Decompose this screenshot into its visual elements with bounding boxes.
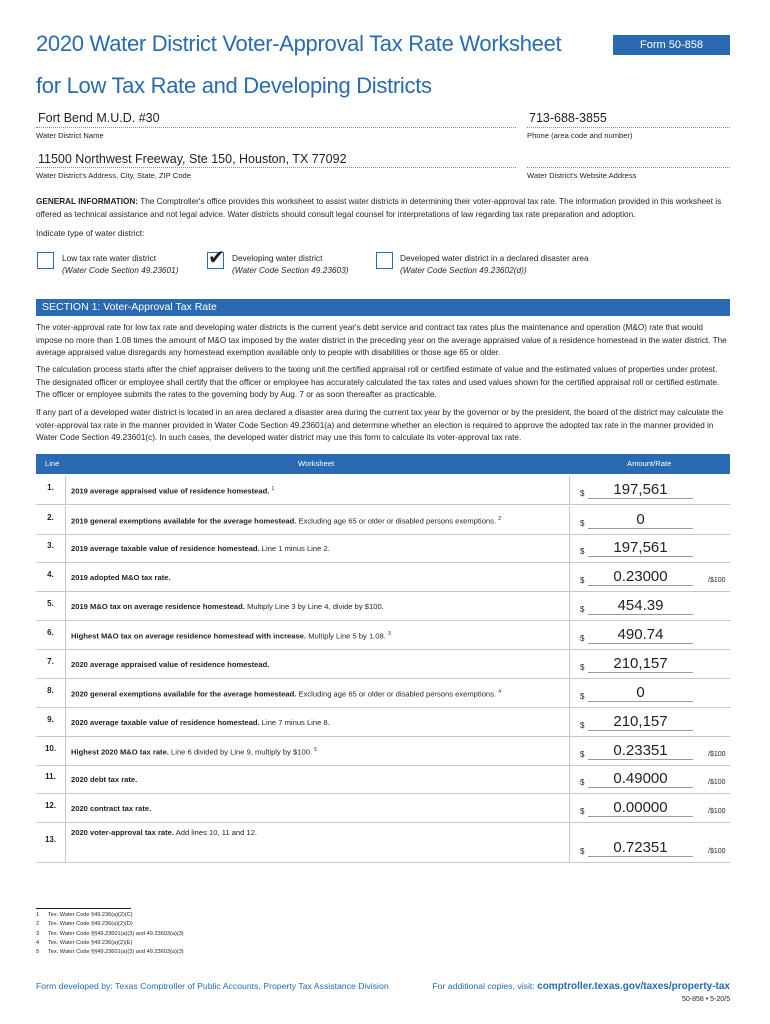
amount-underline [588, 643, 693, 644]
line-number: 6. [36, 621, 66, 649]
footnote-ref: 1 [271, 486, 275, 492]
table-row [36, 535, 730, 563]
form-revision-code: 50-858 • 5-20/5 [682, 996, 730, 1003]
line-number: 5. [36, 592, 66, 620]
currency-symbol: $ [580, 778, 585, 787]
website-line [527, 167, 730, 168]
form-title: 2020 Water District Voter-Approval Tax Rate Worksheet [36, 31, 562, 56]
amount-cell [569, 563, 730, 591]
form-subtitle: for Low Tax Rate and Developing Districts [36, 73, 432, 98]
line-description: 2020 general exemptions available for the average homestead. Excluding age 65 or older or disabled persons exemptions. $^4$ [71, 689, 501, 699]
section-1-paragraph-2: The calculation process starts after the chief appraiser delivers to the taxing unit the certified appraisal roll or certified estimate of value and the estimated values of properties under protest. The designated officer or employee shall certify that the officer or employee has accurately calculated the tax rates and used values shown for the certified appraisal roll or certified estimate. The officer or employee submits the rates to the governing body by Aug. 7 or as soon thereafter as practicable. [36, 365, 720, 400]
amount-value[interactable]: 454.39 [617, 597, 664, 614]
amount-cell [569, 708, 730, 736]
amount-value[interactable]: 210,157 [613, 713, 668, 730]
line-description: 2019 M&O tax on average residence homestead. Multiply Line 3 by Line 4, divide by $100. [71, 602, 384, 611]
phone-label: Phone (area code and number) [527, 131, 633, 140]
line-number: 13. [36, 823, 66, 862]
general-info-heading: GENERAL INFORMATION: [36, 197, 139, 206]
table-row [36, 650, 730, 679]
general-info-text: The Comptroller's office provides this worksheet to assist water districts in determining their voter-approval tax rate. The information provided in this worksheet is offered as technical assistance and not legal advice. Water districts should consult legal counsel for interpretations of law regarding tax rate preparation and adoption. [36, 197, 722, 219]
currency-symbol: $ [580, 547, 585, 556]
amount-value[interactable]: 0 [636, 511, 645, 528]
line-number: 4. [36, 563, 66, 591]
currency-symbol: $ [580, 489, 585, 498]
line-description: 2020 average appraised value of residence homestead. [71, 660, 270, 669]
line-description: 2020 debt tax rate. [71, 775, 138, 784]
amount-value[interactable]: 210,157 [613, 655, 668, 672]
currency-symbol: $ [580, 750, 585, 759]
line-description: 2019 average appraised value of residence homestead. $^1$ [71, 486, 275, 496]
table-row [36, 766, 730, 794]
table-header [36, 454, 730, 474]
line-number: 11. [36, 766, 66, 793]
amount-underline [588, 730, 693, 731]
amount-value[interactable]: 0 [636, 684, 645, 701]
section-1-paragraph-1: The voter-approval rate for low tax rate and developing water districts is the current year's debt service and contract tax rates plus the maintenance and operation (M&O) rate that would impose no more than 1.08 times the amount of M&O tax imposed by the water district in the preceding year on the average appraised value of a residence homestead in the water district. The average appraised value disregards any homestead exemption available only to people with disabilities or those age 65 or older. [36, 323, 727, 358]
footer-credit: Form developed by: Texas Comptroller of Public Accounts, Property Tax Assistance Division [36, 981, 389, 991]
amount-cell [569, 592, 730, 620]
line-number: 9. [36, 708, 66, 736]
developed-disaster-checkbox[interactable] [376, 252, 393, 269]
rate-unit: /$100 [708, 848, 726, 855]
currency-symbol: $ [580, 847, 585, 856]
table-row [36, 621, 730, 650]
amount-underline [588, 856, 693, 857]
line-number: 7. [36, 650, 66, 678]
amount-underline [588, 672, 693, 673]
amount-value[interactable]: 0.23000 [613, 568, 668, 585]
line-description: 2020 voter-approval tax rate. Add lines 10, 11 and 12. [71, 828, 258, 837]
district-name-line [36, 127, 516, 128]
line-number: 3. [36, 535, 66, 562]
footnote-ref: 2 [498, 516, 501, 522]
district-name-value[interactable]: Fort Bend M.U.D. #30 [38, 111, 160, 125]
col-worksheet-header: Worksheet [298, 459, 335, 468]
amount-underline [588, 556, 693, 557]
website-label: Water District's Website Address [527, 171, 637, 180]
currency-symbol: $ [580, 692, 585, 701]
rate-unit: /$100 [708, 808, 726, 815]
currency-symbol: $ [580, 721, 585, 730]
line-number: 10. [36, 737, 66, 765]
col-amount-header: Amount/Rate [627, 459, 672, 468]
amount-value[interactable]: 0.72351 [613, 839, 668, 856]
amount-cell [569, 476, 730, 504]
col-line-header: Line [45, 459, 60, 468]
amount-cell [569, 535, 730, 562]
low-tax-rate-option-label: Low tax rate water district (Water Code Section 49.23601) [62, 253, 179, 275]
rate-unit: /$100 [708, 751, 726, 758]
line-number: 1. [36, 476, 66, 504]
phone-line [527, 127, 730, 128]
table-row [36, 737, 730, 766]
footnote-item: 1 Tex. Water Code §49.236(a)(2)(C) [36, 912, 133, 918]
footnote-item: 3 Tex. Water Code §§49.23601(a)(3) and 49.23603(a)(3) [36, 930, 184, 937]
general-information [36, 196, 730, 221]
table-row [36, 592, 730, 621]
footnote-item: 5 Tex. Water Code §§49.23601(a)(3) and 49.23603(a)(3) [36, 949, 184, 956]
table-row [36, 563, 730, 592]
line-number: 12. [36, 794, 66, 822]
currency-symbol: $ [580, 807, 585, 816]
developed-disaster-option-label: Developed water district in a declared disaster area (Water Code Section 49.23602(d)) [400, 253, 589, 275]
district-name-label: Water District Name [36, 131, 104, 140]
footnote-divider [36, 908, 131, 909]
checkmark-icon: ✔ [208, 247, 225, 269]
footnote-ref: 3 [387, 631, 391, 637]
amount-value[interactable]: 0.23351 [613, 742, 668, 759]
amount-cell [569, 650, 730, 678]
line-description: 2020 average taxable value of residence homestead. Line 7 minus Line 8. [71, 718, 330, 727]
amount-cell [569, 766, 730, 793]
amount-value[interactable]: 197,561 [613, 481, 668, 498]
amount-underline [588, 498, 693, 499]
amount-cell [569, 823, 730, 862]
amount-cell [569, 794, 730, 822]
line-description: 2020 contract tax rate. [71, 804, 152, 813]
amount-value[interactable]: 490.74 [617, 626, 664, 643]
rate-unit: /$100 [708, 577, 726, 584]
amount-underline [588, 614, 693, 615]
amount-underline [588, 816, 693, 817]
table-row [36, 823, 730, 863]
amount-value[interactable]: 0.00000 [613, 799, 668, 816]
phone-value[interactable]: 713-688-3855 [529, 111, 607, 125]
district-type-prompt: Indicate type of water district: [36, 228, 145, 238]
table-row [36, 476, 730, 505]
table-row [36, 794, 730, 823]
table-row [36, 679, 730, 708]
amount-value[interactable]: 197,561 [613, 539, 668, 556]
line-description: Highest M&O tax on average residence homestead with increase. Multiply Line 5 by 1.08. $^3$ [71, 631, 391, 641]
address-label: Water District's Address, City, State, ZIP Code [36, 171, 191, 180]
amount-underline [588, 787, 693, 788]
section-1-heading: SECTION 1: Voter-Approval Tax Rate [36, 299, 730, 316]
line-number: 2. [36, 506, 66, 534]
currency-symbol: $ [580, 576, 585, 585]
line-number: 8. [36, 679, 66, 707]
form-number-badge: Form 50-858 [613, 35, 730, 55]
amount-cell [569, 679, 730, 707]
address-value[interactable]: 11500 Northwest Freeway, Ste 150, Houston, TX 77092 [38, 152, 347, 166]
currency-symbol: $ [580, 634, 585, 643]
low-tax-rate-checkbox[interactable] [37, 252, 54, 269]
footnote-ref: 4 [498, 689, 501, 695]
line-description: 2019 average taxable value of residence homestead. Line 1 minus Line 2. [71, 544, 330, 553]
developing-option-label: Developing water district (Water Code Section 49.23603) [232, 253, 349, 275]
amount-cell [569, 506, 730, 534]
line-description: 2019 adopted M&O tax rate. [71, 573, 171, 582]
amount-underline [588, 585, 693, 586]
footnote-ref: 5 [314, 747, 317, 753]
comptroller-link[interactable]: comptroller.texas.gov/taxes/property-tax [537, 981, 730, 992]
amount-underline [588, 701, 693, 702]
amount-cell [569, 737, 730, 765]
line-description: Highest 2020 M&O tax rate. Line 6 divided by Line 9, multiply by $100. $^5$ [71, 747, 317, 757]
rate-unit: /$100 [708, 779, 726, 786]
section-1-paragraph-3: If any part of a developed water district is located in an area declared a disaster area during the current tax year by the governor or by the president, the board of the district may calculate the voter-approval tax rate in the manner provided in Water Code Section 49.23601(a) and determine whether an election is required to approve the adopted tax rate in the manner provided in Water Code Section 49.23601(c). In such cases, the developed water district may use this form to calculate its voter-approval tax rate. [36, 408, 724, 443]
currency-symbol: $ [580, 663, 585, 672]
address-line [36, 167, 516, 168]
table-row [36, 506, 730, 535]
amount-underline [588, 528, 693, 529]
line-description: 2019 general exemptions available for the average homestead. Excluding age 65 or older or disabled persons exemptions. $^2$ [71, 516, 501, 526]
currency-symbol: $ [580, 605, 585, 614]
footnote-item: 2 Tex. Water Code §49.236(a)(2)(D) [36, 921, 133, 928]
footnote-item: 4 Tex. Water Code §49.236(a)(2)(E) [36, 939, 133, 946]
developing-checkbox[interactable] [207, 247, 225, 269]
amount-value[interactable]: 0.49000 [613, 770, 668, 787]
amount-cell [569, 621, 730, 649]
currency-symbol: $ [580, 519, 585, 528]
amount-underline [588, 759, 693, 760]
footer-copies: For additional copies, visit: comptroller.texas.gov/taxes/property-tax [432, 981, 730, 992]
table-row [36, 708, 730, 737]
